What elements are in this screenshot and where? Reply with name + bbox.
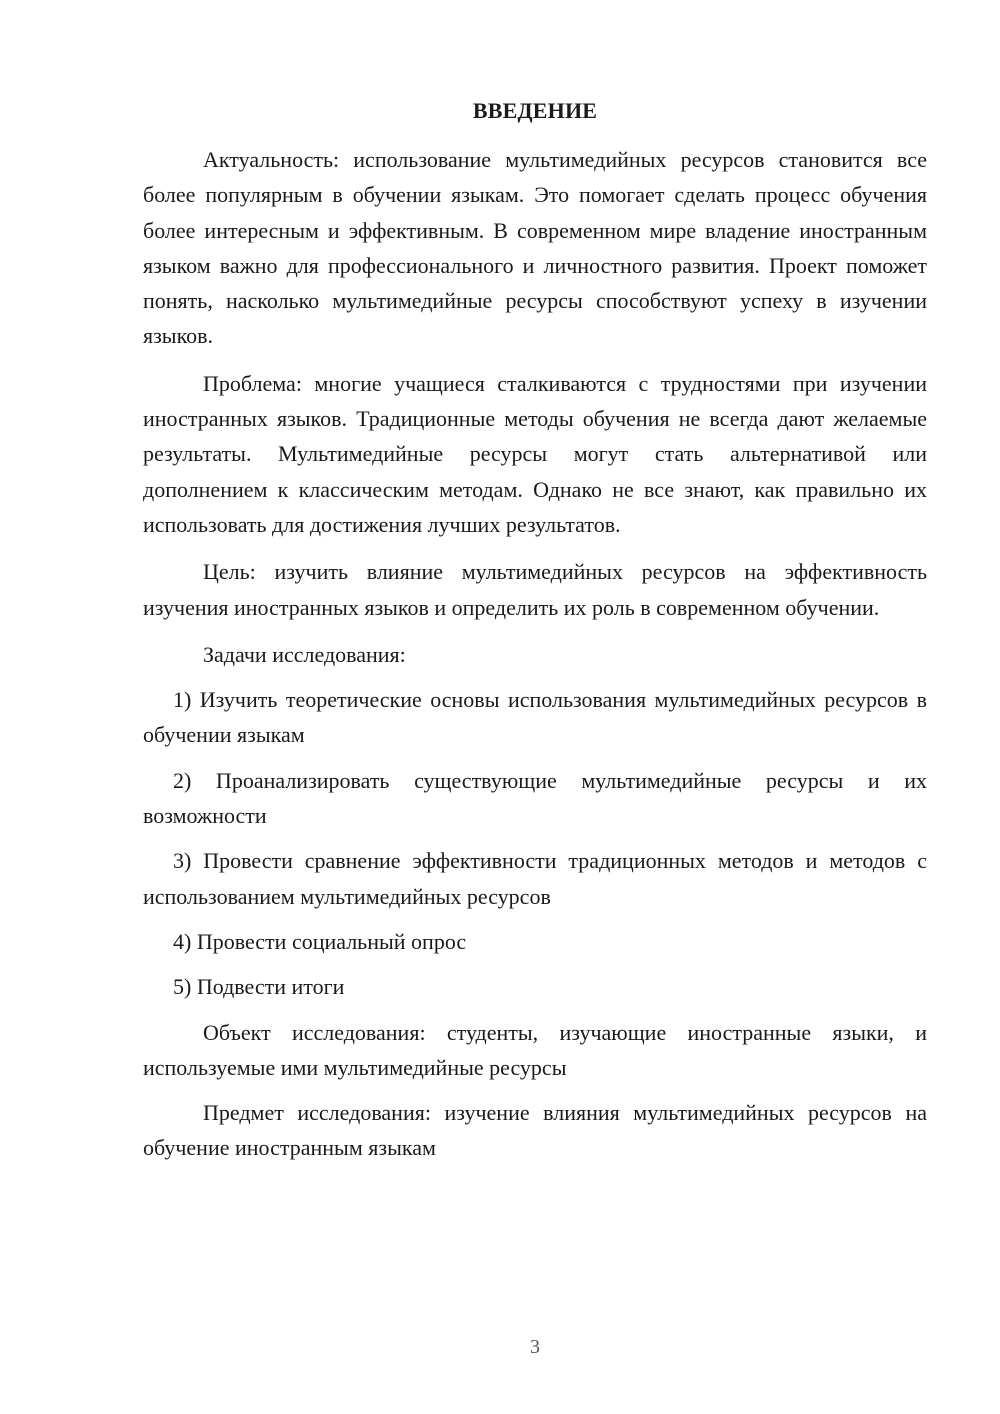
task-item-1: 1) Изучить теоретические основы использования мультимедийных ресурсов в обучении языкам [143,687,927,748]
relevance-paragraph: Актуальность: использование мультимедийных ресурсов становится все более популярным в обучении языкам. Это помогает сделать процесс обучения более интересным и эффективным. В современном мире владение иностранным языком важно для профессионального и личностного развития. Проект поможет понять, насколько мультимедийные ресурсы способствуют успеху в изучении языков. [143,147,927,349]
goal-paragraph: Цель: изучить влияние мультимедийных ресурсов на эффективность изучения иностранных языков и определить их роль в современном обучении. [143,559,927,620]
task-item-4: 4) Провести социальный опрос [173,928,467,954]
object-paragraph: Объект исследования: студенты, изучающие иностранные языки, и используемые ими мультимедийные ресурсы [143,1019,927,1080]
task-item-5: 5) Подвести итоги [173,974,345,1000]
task-item-3: 3) Провести сравнение эффективности традиционных методов и методов с использованием мультимедийных ресурсов [143,848,927,909]
problem-paragraph: Проблема: многие учащиеся сталкиваются с трудностями при изучении иностранных языков. Традиционные методы обучения не всегда дают желаемые результаты. Мультимедийные ресурсы могут стать альтернативой или дополнением к классическим методам. Однако не все знают, как правильно их использовать для достижения лучших результатов. [143,370,927,537]
tasks-heading: Задачи исследования: [203,641,406,667]
task-item-2: 2) Проанализировать существующие мультимедийные ресурсы и их возможности [143,767,927,829]
section-title: ВВЕДЕНИЕ [472,98,598,123]
page-content [143,94,927,1166]
subject-paragraph: Предмет исследования: изучение влияния мультимедийных ресурсов на обучение иностранным языкам [143,1100,927,1161]
page-number: 3 [530,1336,540,1358]
